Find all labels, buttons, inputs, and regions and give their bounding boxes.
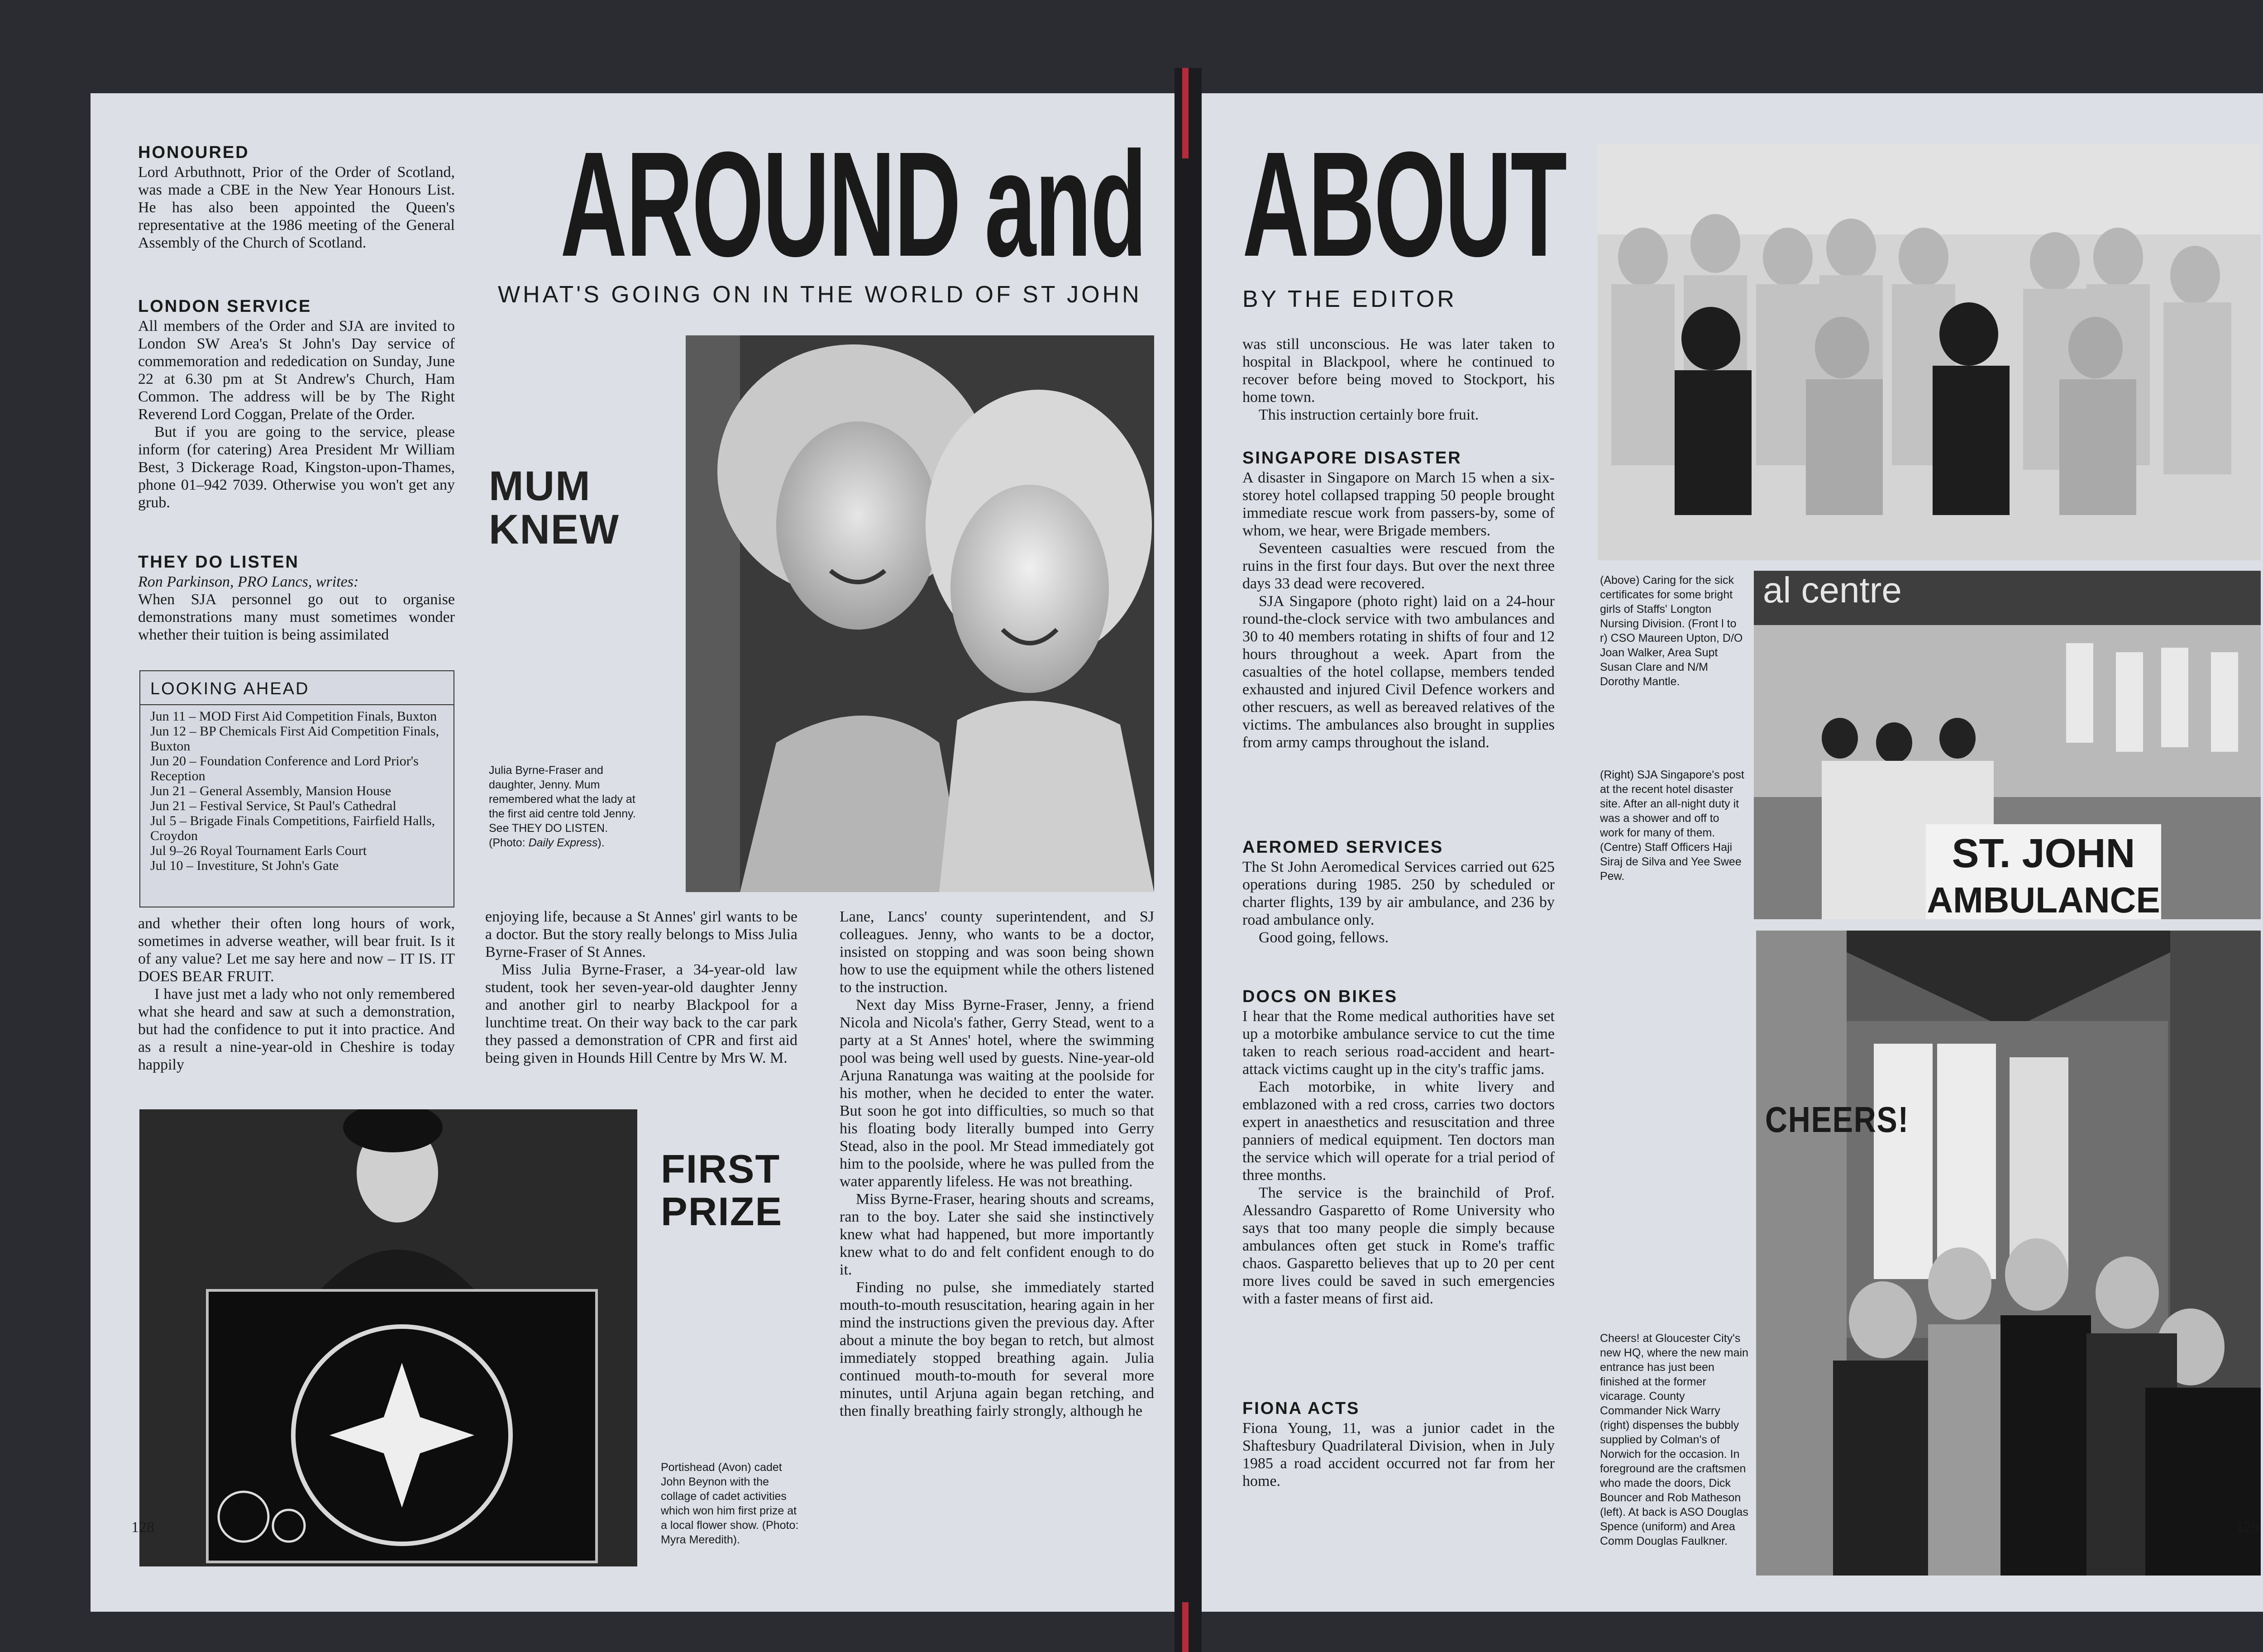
looking-ahead-item: Jul 5 – Brigade Finals Competitions, Fairfield Halls, Croydon: [150, 813, 435, 843]
page-number-right: 129: [2236, 1519, 2259, 1536]
section-heading-aeromed: AEROMED SERVICES: [1242, 838, 1444, 857]
honoured-section: [138, 143, 455, 252]
looking-ahead-heading: LOOKING AHEAD: [150, 679, 310, 698]
col3-p2: Next day Miss Byrne-Fraser, Jenny, a friend Nicola and Nicola's father, Gerry Stead, went to a party at a St Annes' hotel, where the swimming pool was being well used by guests. Nine-year-old Arjuna Ranatunga was waiting at the poolside for his mother, when he decided to enter the water. But soon he got into difficulties, so much so that his floating body literally bumped into Gerry Stead, also in the pool. Mr Stead immediately got him to the poolside, where he was pulled from the water apparently lifeless. He was not breathing.: [840, 997, 1154, 1190]
first-prize-headline: FIRST PRIZE: [661, 1146, 783, 1234]
singapore-photo-caption: (Right) SJA Singapore's post at the recent hotel disaster site. After an all-night duty it was a shower and off to work for many of them. (Centre) Staff Officers Haji Siraj de Silva and Yee Swee Pew.: [1600, 769, 1744, 883]
page-title-around-and: AROUND and: [560, 120, 1146, 287]
aeromed-p2: Good going, fellows.: [1259, 929, 1389, 946]
first-prize-photo: [139, 1109, 637, 1566]
col3-p4: Finding no pulse, she immediately started mouth-to-mouth resuscitation, hearing again in her mind the instructions given the previous day. After about a minute the boy began to retch, but almost immediately stopped breathing again. Julia continued mouth-to-mouth for several more minutes, until Arjuna again began retching, and then finally breathing fairly strongly, although he: [840, 1279, 1154, 1419]
nursing-division-photo: [1598, 144, 2261, 560]
docs-p2: Each motorbike, in white livery and emblazoned with a red cross, carries two doctors expert in anaesthetics and resuscitation and three panniers of medical equipment. Ten doctors man the service which will operate for a trial period of three months.: [1242, 1079, 1555, 1184]
section-heading-london-service: LONDON SERVICE: [138, 297, 312, 316]
page-subtitle: WHAT'S GOING ON IN THE WORLD OF ST JOHN: [498, 282, 1142, 308]
photo-signboard-text: al centre: [1763, 571, 1902, 610]
editor-byline: BY THE EDITOR: [1242, 286, 1457, 312]
nursing-photo-caption: (Above) Caring for the sick certificates for some bright girls of Staffs' Longton Nursing Division. (Front l to r) CSO Maureen Upton, D/O Joan Walker, Area Supt Susan Clare and N/M Dorothy Mantle.: [1600, 574, 1743, 688]
mum-knew-caption-text: Julia Byrne-Fraser and daughter, Jenny. Mum remembered what the lady at the first aid centre told Jenny. See THEY DO LISTEN. (Photo:: [489, 764, 636, 849]
looking-ahead-item: Jun 12 – BP Chemicals First Aid Competition Finals, Buxton: [150, 724, 439, 754]
section-heading-fiona-acts: FIONA ACTS: [1242, 1399, 1360, 1418]
london-service-p2: But if you are going to the service, please inform (for catering) Area President Mr William Best, 3 Dickerage Road, Kingston-upon-Thames, phone 01–942 7039. Otherwise you won't get any grub.: [138, 424, 455, 511]
singapore-post-photo: [1754, 571, 2261, 919]
listen-cont-p2: I have just met a lady who not only remembered what she heard and saw at such a demonstration, but had the confidence to put it into practice. And as a result a nine-year-old in Cheshire is today happily: [138, 986, 455, 1073]
left-page: [91, 93, 1174, 1612]
singapore-section: [1242, 449, 1555, 751]
looking-ahead-item: Jul 9–26 Royal Tournament Earls Court: [150, 843, 367, 858]
photo-sign-ambulance: AMBULANCE: [1927, 880, 2160, 919]
london-service-p1: All members of the Order and SJA are invited to London SW Area's St John's Day service of commemoration and rededication on Sunday, June 22 at 6.30 pm at St Andrew's Church, Ham Common. The address will be by The Right Reverend Lord Coggan, Prelate of the Order.: [138, 318, 455, 423]
listen-continued: [138, 915, 455, 1074]
book-spine: [1174, 68, 1202, 1652]
col2-p2: Miss Julia Byrne-Fraser, a 34-year-old law student, took her seven-year-old daughter Jenny and another girl to nearby Blackpool for a lunchtime treat. On their way back to the car park they passed a demonstration of CPR and first aid being given in Hounds Hill Centre by Mrs W. M.: [485, 961, 797, 1066]
mum-knew-caption: [489, 763, 643, 850]
singapore-p3: SJA Singapore (photo right) laid on a 24-hour round-the-clock service with two ambulances and 30 to 40 members rotating in shifts of four and 12 hours throughout a week. Apart from the casualties of the hotel collapse, members tended exhausted and injured Civil Defence workers and other rescuers, as well as bereaved relatives of the victims. The ambulances also brought in supplies from army camps throughout the island.: [1242, 593, 1555, 751]
cont-p1: was still unconscious. He was later taken to hospital in Blackpool, where he continued to recover before being moved to Stockport, his home town.: [1242, 336, 1555, 406]
london-service-section: [138, 297, 455, 511]
section-heading-they-do-listen: THEY DO LISTEN: [138, 553, 299, 572]
fiona-p1: Fiona Young, 11, was a junior cadet in the Shaftesbury Quadrilateral Division, when in July 1985 a road accident occurred not far from her home.: [1242, 1420, 1555, 1490]
right-page: [1202, 93, 2263, 1612]
docs-on-bikes-section: [1242, 987, 1555, 1308]
looking-ahead-item: Jun 11 – MOD First Aid Competition Finals, Buxton: [150, 709, 437, 724]
section-heading-docs-on-bikes: DOCS ON BIKES: [1242, 987, 1398, 1006]
section-heading-singapore: SINGAPORE DISASTER: [1242, 449, 1462, 468]
column-3-text: [840, 908, 1154, 1420]
looking-ahead-item: Jun 20 – Foundation Conference and Lord Prior's Reception: [150, 754, 419, 783]
singapore-p1: A disaster in Singapore on March 15 when a six-storey hotel collapsed trapping 50 people brought immediate rescue work from passers-by, some of whom, we hear, were Brigade members.: [1242, 469, 1555, 539]
aeromed-section: [1242, 838, 1555, 946]
column-2-text: [485, 908, 797, 1067]
listen-cont-p1: and whether their often long hours of work, sometimes in adverse weather, will bear fruit. Is it of any value? Let me say here and now – IT IS. IT DOES BEAR FRUIT.: [138, 915, 455, 985]
photo-sign-st-john: ST. JOHN: [1952, 831, 2135, 876]
aeromed-p1: The St John Aeromedical Services carried out 625 operations during 1985. 250 by scheduled or charter flights, 139 by air ambulance, and 236 by road ambulance only.: [1242, 859, 1555, 928]
listen-byline: Ron Parkinson, PRO Lancs, writes:: [138, 573, 359, 590]
first-prize-caption: Portishead (Avon) cadet John Beynon with the collage of cadet activities which won him first prize at a local flower show. (Photo: Myra Meredith).: [661, 1461, 799, 1546]
looking-ahead-box: [139, 670, 454, 907]
fiona-acts-section: [1242, 1399, 1555, 1490]
looking-ahead-item: Jul 10 – Investiture, St John's Gate: [150, 858, 339, 873]
cheers-photo: [1756, 931, 2261, 1576]
cheers-caption: Cheers! at Gloucester City's new HQ, where the new main entrance has just been finished at the former vicarage. County Commander Nick Warry (right) dispenses the bubbly supplied by Colman's of Norwich for the occasion. In foreground are the craftsmen who made the doors, Dick Bouncer and Rob Matheson (left). At back is ASO Douglas Spence (uniform) and Area Comm Douglas Faulkner.: [1600, 1332, 1748, 1547]
page-number-left: 128: [131, 1519, 154, 1536]
mother-daughter-photo: [686, 335, 1154, 892]
story-continued: [1242, 335, 1555, 424]
looking-ahead-item: Jun 21 – Festival Service, St Paul's Cathedral: [150, 798, 396, 813]
mum-knew-caption-source: Daily Express: [528, 836, 598, 849]
docs-p3: The service is the brainchild of Prof. Alessandro Gasparetto of Rome University who says that too many people die simply because ambulances often get stuck in Rome's traffic chaos. Gasparetto believes that up to 20 per cent more lives could be saved in such emergencies with a faster means of first aid.: [1242, 1184, 1555, 1307]
col2-p1: enjoying life, because a St Annes' girl wants to be a doctor. But the story really belongs to Miss Julia Byrne-Fraser of St Annes.: [485, 908, 797, 960]
mum-knew-caption-end: ).: [597, 836, 605, 849]
binding-thread: [1182, 68, 1189, 158]
cont-p2: This instruction certainly bore fruit.: [1259, 406, 1479, 423]
section-heading-honoured: HONOURED: [138, 143, 249, 162]
page-title-about: ABOUT: [1242, 120, 1566, 287]
they-do-listen-section: [138, 553, 455, 644]
singapore-p2: Seventeen casualties were rescued from the ruins in the first four days. But over the next three days 33 dead were recovered.: [1242, 540, 1555, 592]
cheers-headline: CHEERS!: [1765, 1099, 1909, 1140]
col3-p1: Lane, Lancs' county superintendent, and SJ colleagues. Jenny, who wants to be a doctor, insisted on stopping and was soon being shown how to use the equipment while the others listened to the instruction.: [840, 908, 1154, 996]
looking-ahead-item: Jun 21 – General Assembly, Mansion House: [150, 783, 391, 798]
docs-p1: I hear that the Rome medical authorities have set up a motorbike ambulance service to cut the time taken to reach serious road-accident and heart-attack victims caught up in the city's traffic jams.: [1242, 1008, 1555, 1078]
honoured-text: Lord Arbuthnott, Prior of the Order of Scotland, was made a CBE in the New Year Honours List. He has also been appointed the Queen's representative at the 1986 meeting of the General Assembly of the Church of Scotland.: [138, 164, 455, 251]
mum-knew-headline: MUM KNEW: [489, 463, 620, 553]
col3-p3: Miss Byrne-Fraser, hearing shouts and screams, ran to the boy. Later she said she instinctively knew what had happened, but more importantly knew what to do and felt confident enough to do it.: [840, 1191, 1154, 1278]
listen-p1: When SJA personnel go out to organise demonstrations many must sometimes wonder whether their tuition is being assimilated: [138, 591, 455, 643]
binding-thread-bottom: [1182, 1602, 1189, 1652]
